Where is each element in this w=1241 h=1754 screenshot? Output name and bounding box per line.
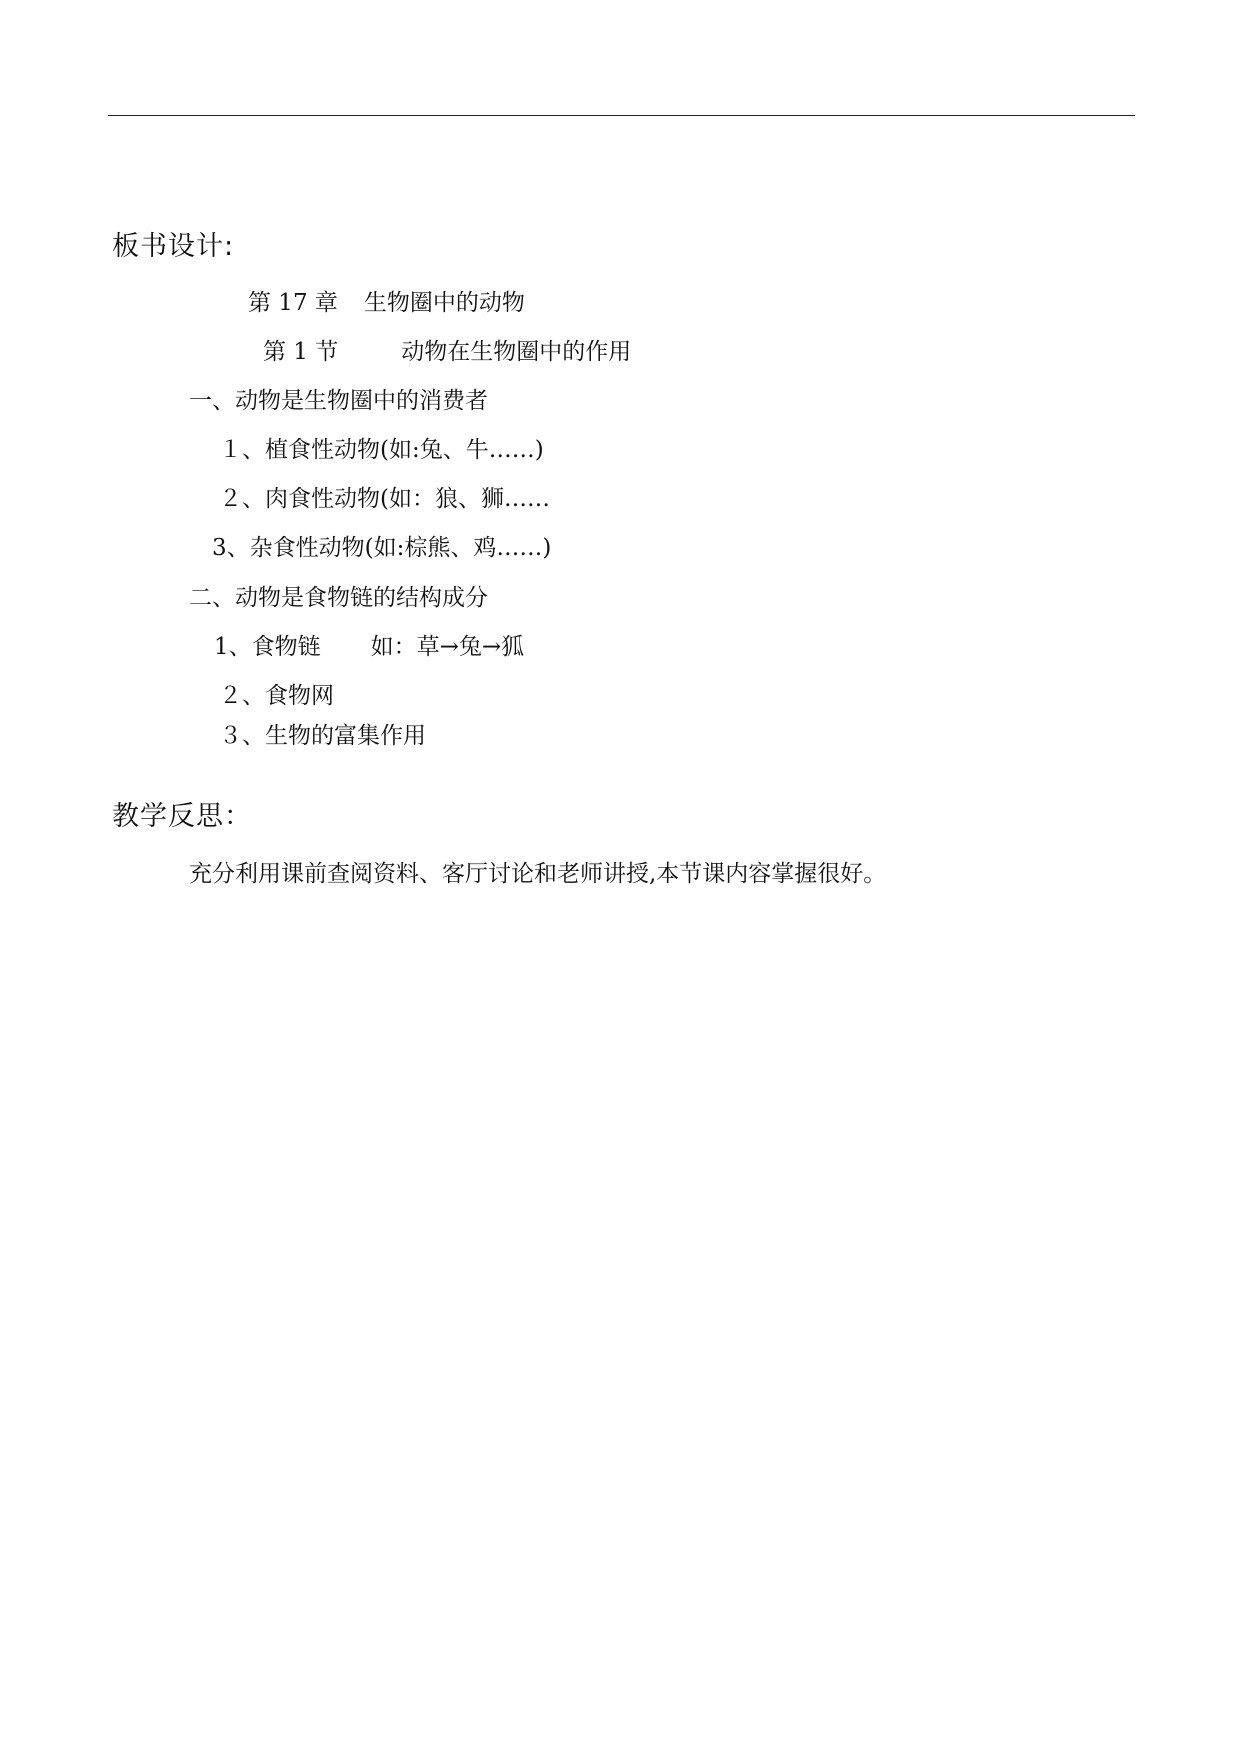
food-web-item: ２、食物网 xyxy=(219,683,334,709)
part1-item: 3、杂食性动物(如:棕熊、鸡……) xyxy=(212,535,552,561)
section-line xyxy=(263,337,631,367)
section-number: 第 1 节 xyxy=(263,339,339,365)
part1-item: １、植食性动物(如:兔、牛……) xyxy=(219,437,544,463)
reflection-text: 充分利用课前查阅资料、客厅讨论和老师讲授,本节课内容掌握很好。 xyxy=(189,861,887,887)
chapter-number: 第 17 章 xyxy=(248,290,338,316)
chapter-line xyxy=(248,288,525,318)
section-title: 动物在生物圈中的作用 xyxy=(401,339,632,365)
food-chain-line xyxy=(214,632,524,662)
part1-item: ２、肉食性动物(如：狼、狮…… xyxy=(219,486,550,512)
part2-title: 二、动物是食物链的结构成分 xyxy=(189,585,488,611)
reflection-heading: 教学反思： xyxy=(112,801,252,832)
header-rule xyxy=(108,115,1135,116)
bioaccumulation-item: ３、生物的富集作用 xyxy=(219,723,426,749)
chapter-title: 生物圈中的动物 xyxy=(363,290,525,316)
food-chain-label: 1、食物链 xyxy=(214,634,321,660)
board-design-heading: 板书设计: xyxy=(112,231,235,262)
food-chain-example: 如：草→兔→狐 xyxy=(370,634,525,660)
part1-title: 一、动物是生物圈中的消费者 xyxy=(189,388,488,414)
